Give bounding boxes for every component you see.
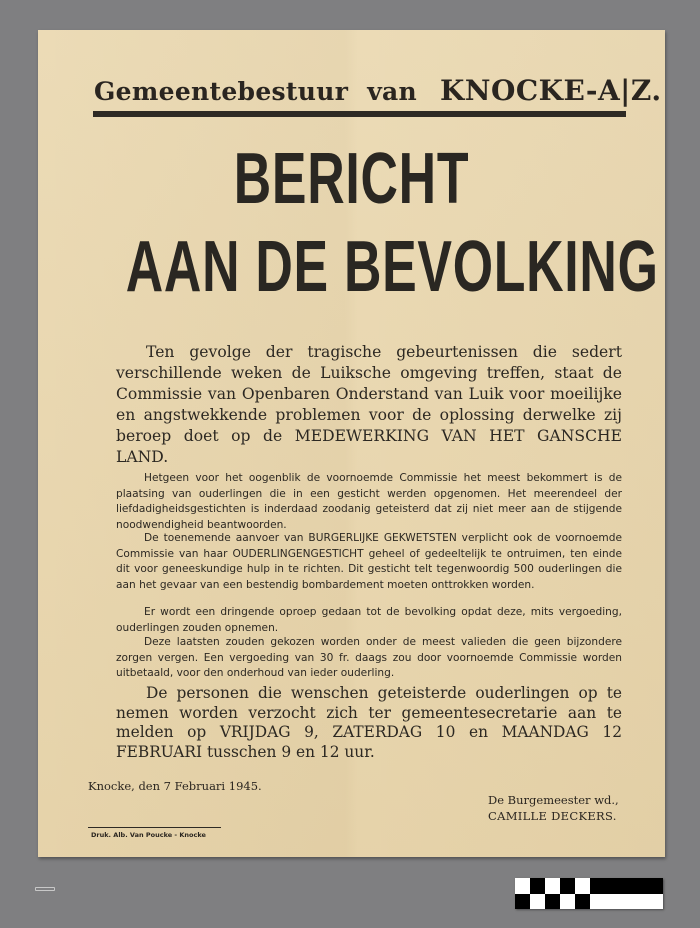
headline-line-2: AAN DE BEVOLKING [125,227,659,307]
color-scale-bar [515,878,663,909]
paragraph-3: Er wordt een dringende oproep gedaan tot de bevolking opdat deze, mits vergoeding, ouderlingen zouden opnemen. [116,606,622,634]
scale-cell [515,878,530,894]
date-line: Knocke, den 7 Februari 1945. [88,779,262,793]
header-town: KNOCKE-A|Z. [440,74,662,107]
archive-marker [35,887,55,891]
scale-cell [530,878,545,894]
scale-cell [545,878,560,894]
scale-cell [515,894,530,910]
headline-line-1: BERICHT [233,139,470,219]
scale-cell [560,878,575,894]
header-preposition: van [367,77,418,106]
printer-credit: Druk. Alb. Van Poucke - Knocke [91,831,206,839]
scale-cell [545,894,560,910]
signature-role: De Burgemeester wd., [488,793,619,807]
scale-cell [590,878,663,894]
poster-paper [38,30,665,857]
header-divider [93,111,626,117]
printer-divider [88,827,221,828]
scale-cell [575,878,590,894]
header-authority: Gemeentebestuur [94,77,349,106]
paragraph-1: Hetgeen voor het oogenblik de voornoemde Commissie het meest bekommert is de plaatsing van ouderlingen die in een gesticht werden opgenomen. Het meerendeel der liefdadigheidsgestichten is inderdaad zoodanig geteisterd dat zij niet meer aan de stijgende noodwendigheid beantwoorden. [116,472,622,531]
header-title [94,74,662,107]
scale-cell [560,894,575,910]
scale-cell [575,894,590,910]
lead-paragraph: Ten gevolge der tragische gebeurtenissen die sedert verschillende weken de Luiksche omgeving treffen, staat de Commissie van Openbaren Onderstand van Luik voor moeilijke en angstwekkende problemen voor de oplossing derwelke zij beroep doet op de MEDEWERKING VAN HET GANSCHE LAND. [116,343,622,466]
closing-paragraph: De personen die wenschen geteisterde ouderlingen op te nemen worden verzocht zich ter gemeentesecretarie aan te melden op VRIJDAG 9, ZATERDAG 10 en MAANDAG 12 FEBRUARI tusschen 9 en 12 uur. [116,684,622,761]
scale-cell [530,894,545,910]
paragraph-2: De toenemende aanvoer van BURGERLIJKE GEKWETSTEN verplicht ook de voornoemde Commissie van haar OUDERLINGENGESTICHT geheel of gedeeltelijk te ontruimen, ten einde dit voor geneeskundige hulp in te richten. Dit gesticht telt tegenwoordig 500 ouderlingen die aan het gevaar van een bestendig bombardement moeten onttrokken worden. [116,532,622,591]
scale-cell [590,894,663,910]
signature-name: CAMILLE DECKERS. [488,809,617,823]
paragraph-4: Deze laatsten zouden gekozen worden onder de meest valieden die geen bijzondere zorgen vergen. Een vergoeding van 30 fr. daags zou door voornoemde Commissie worden uitbetaald, voor den onderhoud van ieder ouderling. [116,636,622,679]
